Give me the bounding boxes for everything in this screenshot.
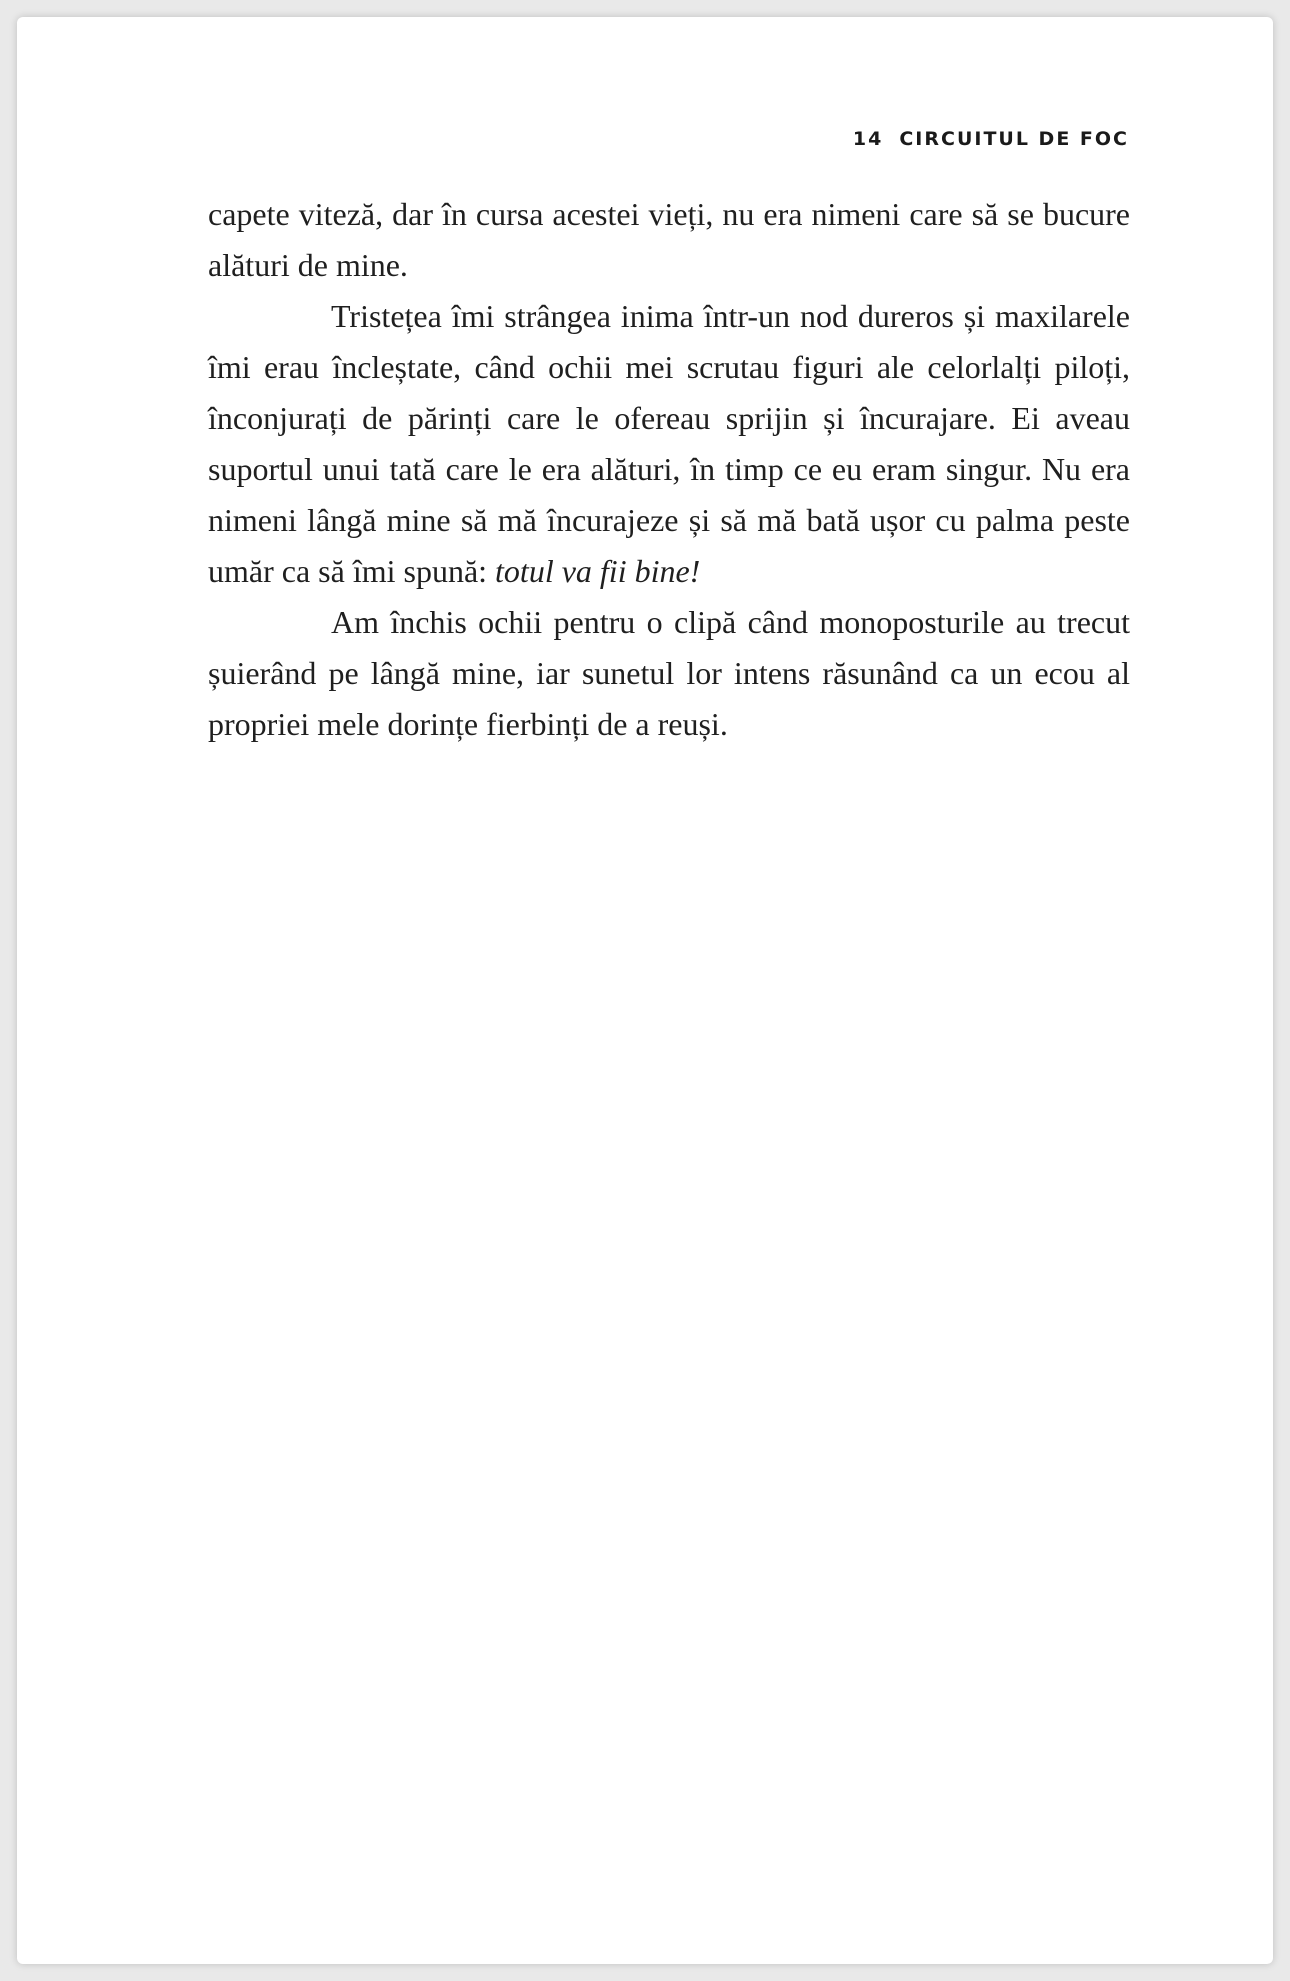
paragraph [208, 597, 1130, 750]
paragraph-text: capete viteză, dar în cursa acestei vieți, nu era nimeni care să se bucure alături de mine. [208, 196, 1130, 283]
paragraph-text: Am închis ochii pentru o clipă când monoposturile au trecut șuierând pe lângă mine, iar sunetul lor intens răsunând ca un ecou al propriei mele dorințe fierbinți de a reuși. [208, 604, 1130, 742]
book-title: CIRCUITUL DE FOC [899, 128, 1129, 150]
paragraph [208, 189, 1130, 291]
book-page [17, 17, 1273, 1964]
paragraph-text: Tristețea îmi strângea inima într-un nod dureros și maxilarele îmi erau încleștate, când ochii mei scrutau figuri ale celorlalți piloți, înconjurați de părinți care le ofereau sprijin și încurajare. Ei aveau suportul unui tată care le era alături, în timp ce eu eram singur. Nu era nimeni lângă mine să mă încurajeze și să mă bată ușor cu palma peste umăr ca să îmi spună: [208, 298, 1130, 589]
body-text [208, 189, 1130, 750]
emphasized-text: totul va fii bine! [495, 553, 701, 589]
paragraph [208, 291, 1130, 597]
running-header [853, 128, 1129, 150]
page-number: 14 [852, 128, 884, 150]
